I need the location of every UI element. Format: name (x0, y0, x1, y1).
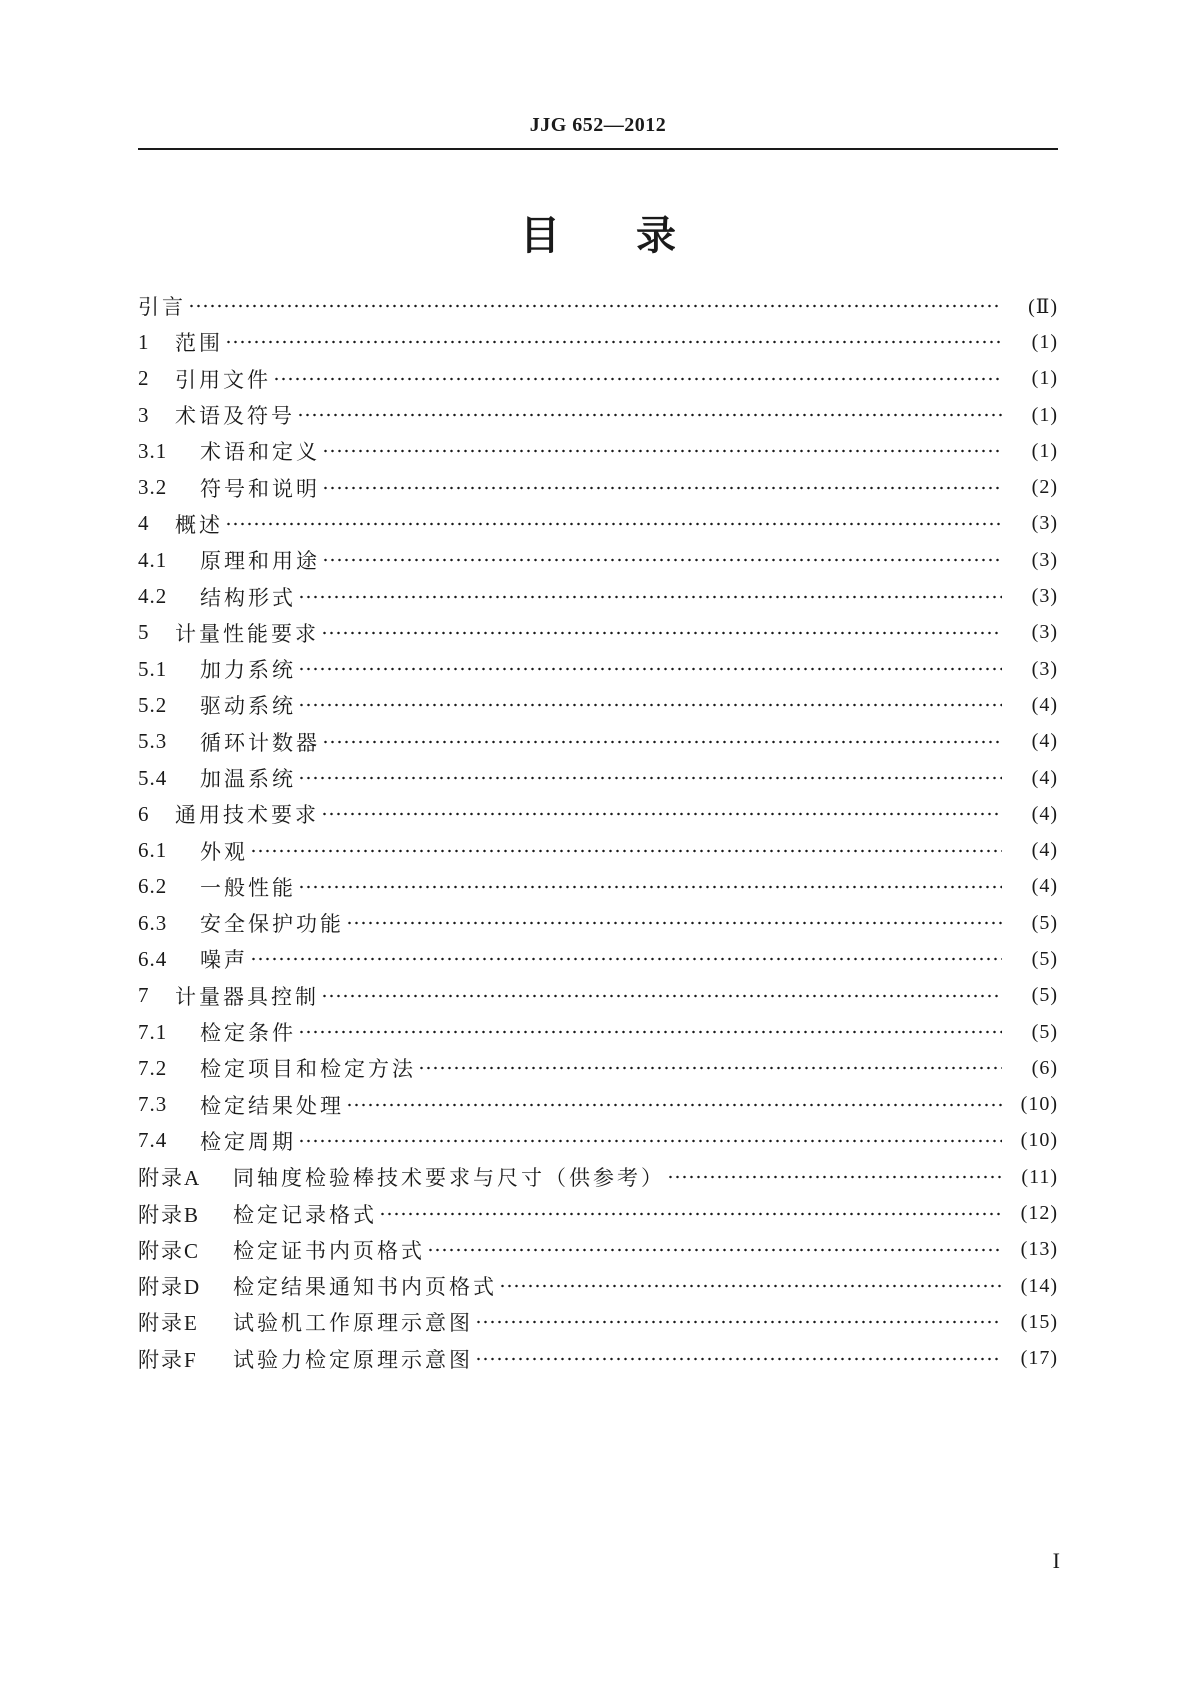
toc-entry-label: 加温系统 (200, 767, 296, 791)
dot-leader (250, 847, 1002, 855)
dot-leader (298, 665, 1002, 673)
dot-leader (225, 520, 1002, 528)
toc-entry-number: 附录C (138, 1238, 201, 1263)
toc-entry-number: 4 (138, 511, 150, 536)
toc-entry[interactable] (138, 506, 1058, 542)
toc-entry-number: 附录A (138, 1166, 202, 1191)
toc-entry-number: 5.1 (138, 656, 168, 681)
page-title: 目录 (520, 213, 752, 259)
dot-leader (188, 302, 1002, 310)
toc-entry-label: 试验力检定原理示意图 (233, 1347, 473, 1372)
toc-entry-number: 6.4 (138, 946, 168, 971)
toc-entry-label: 检定条件 (200, 1021, 296, 1046)
toc-entry-page: (6) (1031, 1056, 1058, 1079)
toc-entry[interactable] (138, 1341, 1058, 1377)
toc-entry-number: 7 (138, 983, 150, 1008)
dot-leader (322, 484, 1002, 492)
toc-entry-number: 7.4 (138, 1128, 168, 1153)
toc-entry-label: 计量器具控制 (175, 984, 319, 1009)
toc-entry-number: 3 (138, 402, 150, 427)
toc-entry[interactable] (138, 1014, 1058, 1050)
toc-entry[interactable] (138, 687, 1058, 723)
toc-entry[interactable] (138, 760, 1058, 796)
toc-entry-label: 检定证书内页格式 (233, 1238, 425, 1263)
dot-leader (322, 738, 1002, 746)
toc-entry[interactable] (138, 1087, 1058, 1123)
dot-leader (298, 1028, 1002, 1036)
toc-entry-number: 6.2 (138, 874, 168, 899)
toc-entry-label: 概述 (175, 512, 223, 537)
toc-entry-number: 6.1 (138, 838, 168, 863)
toc-entry-label: 外观 (200, 839, 248, 864)
dot-leader (379, 1210, 1002, 1218)
dot-leader (298, 1137, 1002, 1145)
dot-leader (346, 1101, 1002, 1109)
toc-entry-page: (12) (1020, 1202, 1058, 1225)
dot-leader (298, 774, 1002, 782)
toc-entry[interactable] (138, 324, 1058, 360)
dot-leader (346, 919, 1002, 927)
toc-entry-label: 计量性能要求 (175, 621, 319, 646)
toc-entry[interactable] (138, 1232, 1058, 1268)
toc-entry-number: 1 (138, 329, 150, 354)
dot-leader (297, 411, 1002, 419)
toc-entry[interactable] (138, 905, 1058, 941)
toc-entry[interactable] (138, 1195, 1058, 1231)
toc-entry-page: (4) (1031, 839, 1058, 862)
toc-entry[interactable] (138, 288, 1058, 324)
toc-entry-page: (15) (1020, 1310, 1058, 1333)
toc-entry-number: 3.1 (138, 438, 168, 463)
toc-entry-label: 同轴度检验棒技术要求与尺寸（供参考） (233, 1166, 665, 1191)
toc-entry[interactable] (138, 1268, 1058, 1304)
toc-entry[interactable] (138, 361, 1058, 397)
toc-entry-number: 4.2 (138, 584, 168, 609)
toc-entry[interactable] (138, 832, 1058, 868)
toc-entry-page: (4) (1031, 802, 1058, 825)
dot-leader (322, 556, 1002, 564)
toc-entry[interactable] (138, 542, 1058, 578)
toc-entry[interactable] (138, 651, 1058, 687)
toc-entry-number: 7.3 (138, 1092, 168, 1117)
toc-entry-number: 附录D (138, 1275, 202, 1300)
running-header: JJG 652—2012 (529, 114, 667, 136)
toc-entry-label: 术语和定义 (200, 440, 320, 465)
toc-entry-page: (1) (1031, 367, 1058, 390)
dot-leader (499, 1282, 1002, 1290)
toc-entry-label: 结构形式 (200, 585, 296, 610)
toc-entry-page: (2) (1031, 476, 1058, 499)
dot-leader (321, 810, 1002, 818)
dot-leader (298, 701, 1002, 709)
toc-entry[interactable] (138, 615, 1058, 651)
dot-leader (250, 955, 1002, 963)
toc-entry[interactable] (138, 869, 1058, 905)
table-of-contents (138, 288, 1058, 1377)
dot-leader (667, 1173, 1002, 1181)
toc-entry-number: 附录B (138, 1202, 201, 1227)
toc-entry[interactable] (138, 978, 1058, 1014)
toc-entry-number: 6 (138, 801, 150, 826)
dot-leader (475, 1355, 1002, 1363)
toc-entry-page: (1) (1031, 330, 1058, 353)
toc-entry[interactable] (138, 433, 1058, 469)
dot-leader (225, 338, 1002, 346)
toc-entry[interactable] (138, 1123, 1058, 1159)
toc-entry-page: (11) (1021, 1165, 1058, 1188)
toc-entry-page: (5) (1031, 1020, 1058, 1043)
dot-leader (322, 447, 1002, 455)
toc-entry[interactable] (138, 941, 1058, 977)
toc-entry-number: 5.3 (138, 729, 168, 754)
dot-leader (298, 593, 1002, 601)
toc-entry-page: (5) (1031, 947, 1058, 970)
toc-entry-page: (3) (1031, 621, 1058, 644)
toc-entry-label: 引言 (138, 295, 186, 320)
dot-leader (321, 629, 1002, 637)
toc-entry-page: (13) (1020, 1238, 1058, 1261)
toc-entry-label: 通用技术要求 (175, 803, 319, 828)
toc-entry-page: (14) (1020, 1274, 1058, 1297)
dot-leader (321, 992, 1002, 1000)
toc-entry-number: 5 (138, 620, 150, 645)
toc-entry-page: (3) (1031, 548, 1058, 571)
toc-entry-label: 检定周期 (200, 1129, 296, 1154)
toc-entry-page: (3) (1031, 657, 1058, 680)
toc-entry-page: (4) (1031, 875, 1058, 898)
toc-entry[interactable] (138, 796, 1058, 832)
toc-entry-number: 6.3 (138, 910, 168, 935)
toc-entry[interactable] (138, 469, 1058, 505)
toc-entry-page: (4) (1031, 730, 1058, 753)
toc-entry-label: 一般性能 (200, 875, 296, 900)
toc-entry[interactable] (138, 1304, 1058, 1340)
dot-leader (427, 1246, 1002, 1254)
toc-entry-label: 循环计数器 (200, 730, 320, 755)
toc-entry[interactable] (138, 1159, 1058, 1195)
toc-entry-label: 原理和用途 (200, 549, 320, 574)
toc-entry-page: (3) (1031, 585, 1058, 608)
toc-entry-page: (17) (1020, 1347, 1058, 1370)
dot-leader (475, 1318, 1002, 1326)
dot-leader (273, 375, 1002, 383)
toc-entry[interactable] (138, 397, 1058, 433)
toc-entry-label: 检定项目和检定方法 (200, 1057, 416, 1082)
toc-entry-page: (10) (1020, 1093, 1058, 1116)
toc-entry-page: (5) (1031, 984, 1058, 1007)
toc-entry-label: 安全保护功能 (200, 912, 344, 937)
toc-entry-label: 检定记录格式 (233, 1202, 377, 1227)
toc-entry-label: 噪声 (200, 948, 248, 973)
toc-entry-label: 符号和说明 (200, 476, 320, 501)
toc-entry-number: 3.2 (138, 475, 168, 500)
page-number: I (1052, 1548, 1060, 1573)
toc-entry-label: 检定结果处理 (200, 1093, 344, 1118)
toc-entry-page: (1) (1031, 403, 1058, 426)
toc-entry-label: 术语及符号 (175, 404, 295, 429)
toc-entry-number: 附录F (138, 1347, 198, 1372)
toc-entry-number: 7.2 (138, 1055, 168, 1080)
dot-leader (298, 883, 1002, 891)
toc-entry-label: 范围 (175, 331, 223, 356)
toc-entry[interactable] (138, 724, 1058, 760)
toc-entry-number: 5.4 (138, 765, 168, 790)
toc-entry-page: (3) (1031, 512, 1058, 535)
toc-entry-page: (5) (1031, 911, 1058, 934)
toc-entry-number: 2 (138, 366, 150, 391)
toc-entry-number: 5.2 (138, 692, 168, 717)
toc-entry-number: 7.1 (138, 1019, 168, 1044)
toc-entry-label: 加力系统 (200, 658, 296, 683)
toc-entry-page: (4) (1031, 693, 1058, 716)
toc-entry[interactable] (138, 578, 1058, 614)
toc-entry-label: 驱动系统 (200, 694, 296, 719)
dot-leader (418, 1064, 1002, 1072)
toc-entry[interactable] (138, 1050, 1058, 1086)
toc-entry-page: (1) (1031, 439, 1058, 462)
header-rule (138, 148, 1058, 150)
toc-entry-label: 试验机工作原理示意图 (233, 1311, 473, 1336)
toc-entry-page: (4) (1031, 766, 1058, 789)
toc-entry-page: (Ⅱ) (1028, 295, 1058, 318)
toc-entry-label: 检定结果通知书内页格式 (233, 1275, 497, 1300)
toc-entry-label: 引用文件 (175, 367, 271, 392)
toc-entry-number: 附录E (138, 1311, 199, 1336)
toc-entry-page: (10) (1020, 1129, 1058, 1152)
toc-entry-number: 4.1 (138, 547, 168, 572)
